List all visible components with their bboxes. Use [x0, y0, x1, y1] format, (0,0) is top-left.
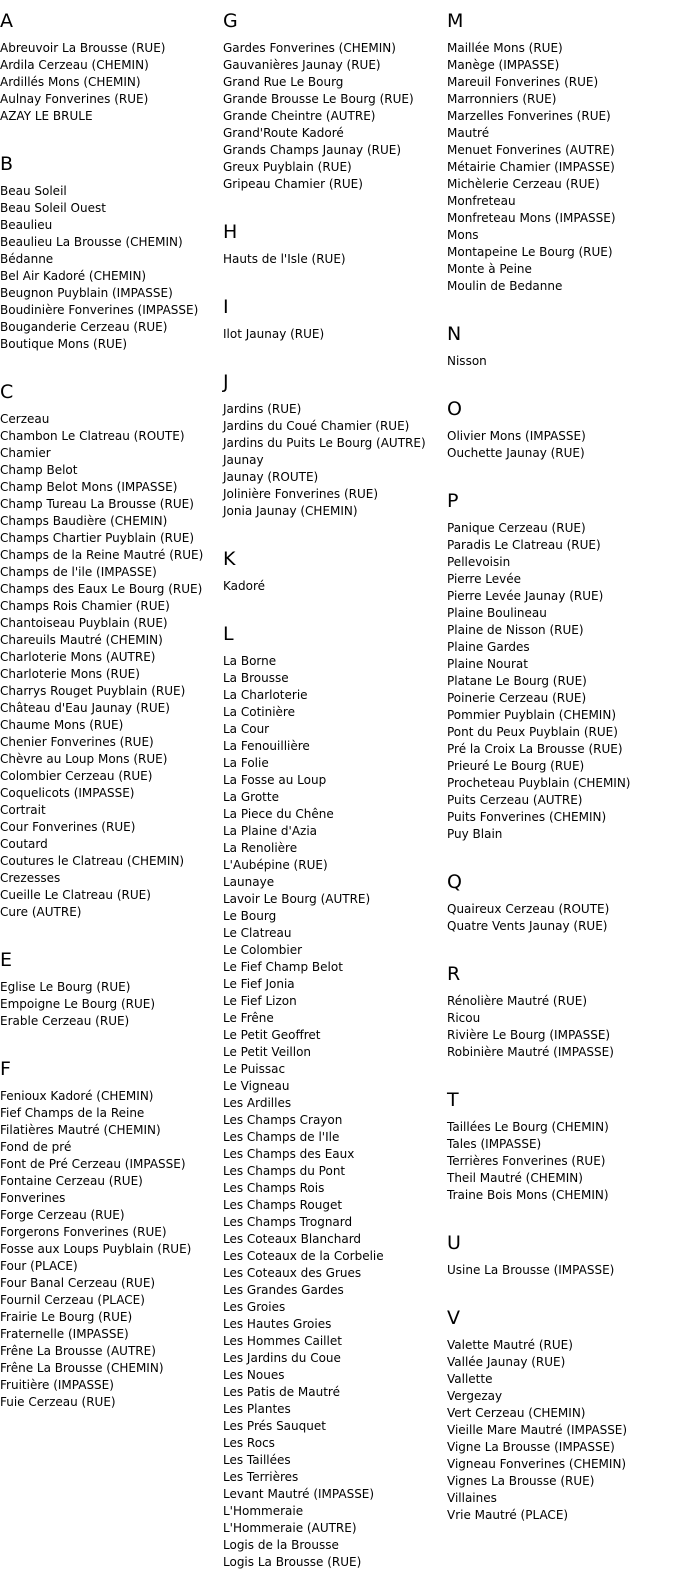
street-list — [223, 251, 438, 268]
street-list — [447, 993, 662, 1061]
street-name: La Grotte — [223, 790, 279, 804]
street-list — [447, 901, 662, 935]
section-spacer — [447, 1204, 662, 1221]
street-name: Levant Mautré (IMPASSE) — [223, 1487, 375, 1501]
street-name: La Cotinière — [223, 705, 295, 719]
street-name: Chèvre au Loup Mons (RUE) — [0, 752, 168, 766]
street-name: Traine Bois Mons (CHEMIN) — [447, 1188, 609, 1202]
street-name: Vigneau Fonverines (CHEMIN) — [447, 1457, 627, 1471]
section-spacer — [447, 935, 662, 952]
letter-section — [447, 490, 662, 860]
street-name: Fruitière (IMPASSE) — [0, 1378, 114, 1392]
street-list — [223, 40, 438, 193]
street-name: La Charloterie — [223, 688, 308, 702]
street-name: Nisson — [447, 354, 487, 368]
street-name: Grands Champs Jaunay (RUE) — [223, 143, 402, 157]
street-name: Platane Le Bourg (RUE) — [447, 674, 587, 688]
street-name: Montapeine Le Bourg (RUE) — [447, 245, 613, 259]
section-spacer — [447, 295, 662, 312]
section-letter-heading: B — [0, 153, 14, 175]
street-name: Vrie Mautré (PLACE) — [447, 1508, 569, 1522]
street-name: L'Hommeraie — [223, 1504, 304, 1518]
street-name: Boudinière Fonverines (IMPASSE) — [0, 303, 199, 317]
street-name: Robinière Mautré (IMPASSE) — [447, 1045, 614, 1059]
letter-section — [0, 949, 215, 1047]
street-name: Les Coteaux Blanchard — [223, 1232, 362, 1246]
street-name: Gauvanières Jaunay (RUE) — [223, 58, 381, 72]
street-name: Fond de pré — [0, 1140, 72, 1154]
street-name: Plaine Boulineau — [447, 606, 547, 620]
street-name: Manège (IMPASSE) — [447, 58, 560, 72]
section-letter-heading: M — [447, 10, 464, 32]
section-letter-heading: H — [223, 221, 238, 243]
street-name: La Plaine d'Azia — [223, 824, 318, 838]
street-name: Ilot Jaunay (RUE) — [223, 327, 325, 341]
street-name: La Piece du Chêne — [223, 807, 334, 821]
letter-section — [447, 323, 662, 387]
street-name: Menuet Fonverines (AUTRE) — [447, 143, 615, 157]
street-name: Grande Brousse Le Bourg (RUE) — [223, 92, 414, 106]
street-name: Beugnon Puyblain (IMPASSE) — [0, 286, 173, 300]
section-letter-heading: L — [223, 623, 234, 645]
street-name: Les Taillées — [223, 1453, 291, 1467]
street-name: Procheteau Puyblain (CHEMIN) — [447, 776, 631, 790]
street-name: Chenier Fonverines (RUE) — [0, 735, 154, 749]
street-list — [223, 653, 438, 1571]
street-name: Mons — [447, 228, 479, 242]
letter-section — [0, 153, 215, 370]
street-name: Chantoiseau Puyblain (RUE) — [0, 616, 168, 630]
street-name: La Renolière — [223, 841, 298, 855]
street-name: Fenioux Kadoré (CHEMIN) — [0, 1089, 154, 1103]
street-name: Grand'Route Kadoré — [223, 126, 344, 140]
street-name: Les Patis de Mautré — [223, 1385, 340, 1399]
street-name: Pellevoisin — [447, 555, 511, 569]
street-name: Jolinière Fonverines (RUE) — [223, 487, 379, 501]
section-letter-heading: G — [223, 10, 238, 32]
street-name: Aulnay Fonverines (RUE) — [0, 92, 149, 106]
street-name: Le Bourg — [223, 909, 277, 923]
section-letter-heading: C — [0, 381, 14, 403]
street-name: Michèlerie Cerzeau (RUE) — [447, 177, 600, 191]
street-name: Pont du Peux Puyblain (RUE) — [447, 725, 618, 739]
section-letter-heading: P — [447, 490, 459, 512]
street-name: Launaye — [223, 875, 275, 889]
street-name: Champs de la Reine Mautré (RUE) — [0, 548, 204, 562]
street-name: Puy Blain — [447, 827, 503, 841]
street-name: Monte à Peine — [447, 262, 532, 276]
street-name: Vergezay — [447, 1389, 503, 1403]
letter-section — [223, 623, 438, 1588]
street-name: Chambon Le Clatreau (ROUTE) — [0, 429, 185, 443]
street-name: Fontaine Cerzeau (RUE) — [0, 1174, 143, 1188]
street-name: Champ Belot — [0, 463, 78, 477]
section-letter-heading: R — [447, 963, 461, 985]
section-spacer — [0, 1030, 215, 1047]
street-name: La Folie — [223, 756, 269, 770]
street-name: Quaireux Cerzeau (ROUTE) — [447, 902, 610, 916]
street-name: Beau Soleil — [0, 184, 67, 198]
street-list — [223, 326, 438, 343]
letter-section — [223, 221, 438, 285]
section-spacer — [0, 921, 215, 938]
street-list — [223, 401, 438, 520]
street-name: Les Groies — [223, 1300, 286, 1314]
street-name: L'Aubépine (RUE) — [223, 858, 328, 872]
street-name: Logis La Brousse (RUE) — [223, 1555, 362, 1569]
section-letter-heading: F — [0, 1058, 11, 1080]
street-name: Le Fief Lizon — [223, 994, 297, 1008]
street-name: Chaume Mons (RUE) — [0, 718, 124, 732]
street-name: Pierre Levée — [447, 572, 522, 586]
street-name: Les Noues — [223, 1368, 285, 1382]
section-spacer — [223, 343, 438, 360]
street-list — [447, 1337, 662, 1524]
street-name: Hauts de l'Isle (RUE) — [223, 252, 346, 266]
street-name: Fosse aux Loups Puyblain (RUE) — [0, 1242, 192, 1256]
section-letter-heading: A — [0, 10, 13, 32]
letter-section — [447, 1307, 662, 1541]
street-name: Champs Baudière (CHEMIN) — [0, 514, 168, 528]
street-name: Poinerie Cerzeau (RUE) — [447, 691, 587, 705]
street-name: Rénolière Mautré (RUE) — [447, 994, 587, 1008]
street-name: Les Coteaux des Grues — [223, 1266, 362, 1280]
street-name: Pommier Puyblain (CHEMIN) — [447, 708, 617, 722]
street-name: Le Petit Veillon — [223, 1045, 312, 1059]
street-name: Forgerons Fonverines (RUE) — [0, 1225, 167, 1239]
street-name: Les Grandes Gardes — [223, 1283, 344, 1297]
letter-section — [447, 1232, 662, 1296]
section-letter-heading: V — [447, 1307, 460, 1329]
street-name: Le Frêne — [223, 1011, 274, 1025]
street-name: Frêne La Brousse (CHEMIN) — [0, 1361, 164, 1375]
street-name: Vallette — [447, 1372, 493, 1386]
street-name: Les Terrières — [223, 1470, 299, 1484]
street-name: Les Jardins du Coue — [223, 1351, 341, 1365]
street-name: Charrys Rouget Puyblain (RUE) — [0, 684, 186, 698]
letter-section — [223, 296, 438, 360]
street-name: Jaunay — [223, 453, 264, 467]
street-name: Lavoir Le Bourg (AUTRE) — [223, 892, 371, 906]
section-letter-heading: K — [223, 548, 236, 570]
section-spacer — [223, 520, 438, 537]
street-list — [447, 1119, 662, 1204]
street-name: Eglise Le Bourg (RUE) — [0, 980, 131, 994]
street-name: Champ Tureau La Brousse (RUE) — [0, 497, 194, 511]
letter-section — [447, 398, 662, 479]
street-name: Pré la Croix La Brousse (RUE) — [447, 742, 623, 756]
street-name: Grand Rue Le Bourg — [223, 75, 344, 89]
street-name: Taillées Le Bourg (CHEMIN) — [447, 1120, 609, 1134]
letter-section — [0, 10, 215, 142]
street-name: Bédanne — [0, 252, 54, 266]
street-name: Greux Puyblain (RUE) — [223, 160, 352, 174]
section-spacer — [447, 370, 662, 387]
street-name: Jardins du Puits Le Bourg (AUTRE) — [223, 436, 426, 450]
street-name: Maillée Mons (RUE) — [447, 41, 563, 55]
street-name: Puits Fonverines (CHEMIN) — [447, 810, 607, 824]
street-name: Chamier — [0, 446, 51, 460]
street-name: Les Ardilles — [223, 1096, 292, 1110]
street-name: Colombier Cerzeau (RUE) — [0, 769, 153, 783]
street-name: Ouchette Jaunay (RUE) — [447, 446, 585, 460]
street-name: Les Champs des Eaux — [223, 1147, 355, 1161]
street-name: Les Champs Trognard — [223, 1215, 353, 1229]
street-name: Les Prés Sauquet — [223, 1419, 326, 1433]
street-name: Vieille Mare Mautré (IMPASSE) — [447, 1423, 628, 1437]
street-name: La Fenouillière — [223, 739, 310, 753]
letter-section — [0, 381, 215, 938]
street-name: Gardes Fonverines (CHEMIN) — [223, 41, 396, 55]
section-letter-heading: Q — [447, 871, 462, 893]
street-name: Valette Mautré (RUE) — [447, 1338, 573, 1352]
street-name: Coutard — [0, 837, 48, 851]
street-name: Quatre Vents Jaunay (RUE) — [447, 919, 608, 933]
street-name: Les Plantes — [223, 1402, 291, 1416]
street-name: Empoigne Le Bourg (RUE) — [0, 997, 156, 1011]
street-name: Jaunay (ROUTE) — [223, 470, 319, 484]
street-name: Puits Cerzeau (AUTRE) — [447, 793, 583, 807]
letter-section — [447, 1089, 662, 1221]
street-name: Château d'Eau Jaunay (RUE) — [0, 701, 170, 715]
street-name: Erable Cerzeau (RUE) — [0, 1014, 130, 1028]
street-name: Mareuil Fonverines (RUE) — [447, 75, 599, 89]
street-name: Beaulieu La Brousse (CHEMIN) — [0, 235, 183, 249]
street-name: Le Puissac — [223, 1062, 286, 1076]
section-letter-heading: O — [447, 398, 462, 420]
street-list — [0, 979, 215, 1030]
street-name: Ardila Cerzeau (CHEMIN) — [0, 58, 149, 72]
letter-section — [223, 548, 438, 612]
letter-section — [447, 963, 662, 1078]
street-name: Le Petit Geoffret — [223, 1028, 321, 1042]
street-name: Champ Belot Mons (IMPASSE) — [0, 480, 178, 494]
street-name: Plaine Gardes — [447, 640, 530, 654]
street-name: Charloterie Mons (AUTRE) — [0, 650, 156, 664]
street-name: Fraternelle (IMPASSE) — [0, 1327, 129, 1341]
street-name: Fonverines — [0, 1191, 66, 1205]
street-name: Jonia Jaunay (CHEMIN) — [223, 504, 358, 518]
street-name: Les Rocs — [223, 1436, 275, 1450]
section-spacer — [447, 843, 662, 860]
street-list — [447, 1262, 662, 1279]
street-name: Vignes La Brousse (RUE) — [447, 1474, 595, 1488]
street-name: Les Champs du Pont — [223, 1164, 346, 1178]
section-spacer — [447, 1524, 662, 1541]
street-name: Theil Mautré (CHEMIN) — [447, 1171, 583, 1185]
street-name: Gripeau Chamier (RUE) — [223, 177, 363, 191]
street-list — [447, 353, 662, 370]
street-name: Vallée Jaunay (RUE) — [447, 1355, 566, 1369]
section-letter-heading: U — [447, 1232, 461, 1254]
section-spacer — [223, 268, 438, 285]
street-name: Le Vigneau — [223, 1079, 290, 1093]
street-name: Le Clatreau — [223, 926, 292, 940]
street-name: Ardillés Mons (CHEMIN) — [0, 75, 141, 89]
street-name: Les Champs Rois — [223, 1181, 325, 1195]
street-list — [447, 520, 662, 843]
street-name: Fief Champs de la Reine — [0, 1106, 145, 1120]
street-name: Crezesses — [0, 871, 61, 885]
section-letter-heading: T — [447, 1089, 459, 1111]
section-spacer — [447, 1279, 662, 1296]
section-spacer — [0, 125, 215, 142]
street-name: Abreuvoir La Brousse (RUE) — [0, 41, 166, 55]
street-name: Font de Pré Cerzeau (IMPASSE) — [0, 1157, 186, 1171]
street-name: La Cour — [223, 722, 270, 736]
letter-section — [447, 871, 662, 952]
street-list — [0, 1088, 215, 1411]
street-name: La Fosse au Loup — [223, 773, 327, 787]
index-column-2 — [223, 0, 438, 1588]
street-name: Bouganderie Cerzeau (RUE) — [0, 320, 168, 334]
section-spacer — [223, 595, 438, 612]
street-name: Bel Air Kadoré (CHEMIN) — [0, 269, 147, 283]
street-name: Moulin de Bedanne — [447, 279, 563, 293]
street-name: Filatières Mautré (CHEMIN) — [0, 1123, 161, 1137]
street-name: Le Colombier — [223, 943, 303, 957]
street-name: Mautré — [447, 126, 490, 140]
street-name: Monfreteau Mons (IMPASSE) — [447, 211, 616, 225]
street-name: Beau Soleil Ouest — [0, 201, 106, 215]
street-name: Champs de l'ile (IMPASSE) — [0, 565, 157, 579]
street-name: Logis de la Brousse — [223, 1538, 339, 1552]
street-name: Charloterie Mons (RUE) — [0, 667, 140, 681]
street-name: Jardins du Coué Chamier (RUE) — [223, 419, 410, 433]
street-name: Cour Fonverines (RUE) — [0, 820, 136, 834]
street-name: Cueille Le Clatreau (RUE) — [0, 888, 151, 902]
street-name: Cure (AUTRE) — [0, 905, 82, 919]
street-name: AZAY LE BRULE — [0, 109, 93, 123]
index-column-1 — [0, 0, 215, 1428]
street-name: Kadoré — [223, 579, 266, 593]
street-name: Coquelicots (IMPASSE) — [0, 786, 135, 800]
street-name: Vert Cerzeau (CHEMIN) — [447, 1406, 586, 1420]
street-name: Les Hautes Groies — [223, 1317, 332, 1331]
street-name: Le Fief Champ Belot — [223, 960, 343, 974]
street-name: Forge Cerzeau (RUE) — [0, 1208, 125, 1222]
section-spacer — [0, 353, 215, 370]
street-name: Panique Cerzeau (RUE) — [447, 521, 586, 535]
street-name: Frairie Le Bourg (RUE) — [0, 1310, 133, 1324]
street-name: Champs des Eaux Le Bourg (RUE) — [0, 582, 203, 596]
street-name: Pierre Levée Jaunay (RUE) — [447, 589, 604, 603]
street-name: Marronniers (RUE) — [447, 92, 557, 106]
street-name: Jardins (RUE) — [223, 402, 302, 416]
street-name: Beaulieu — [0, 218, 53, 232]
street-name: Frêne La Brousse (AUTRE) — [0, 1344, 156, 1358]
street-list — [0, 183, 215, 353]
street-name: Fournil Cerzeau (PLACE) — [0, 1293, 145, 1307]
section-spacer — [447, 1061, 662, 1078]
street-name: L'Hommeraie (AUTRE) — [223, 1521, 357, 1535]
street-name: Monfreteau — [447, 194, 516, 208]
street-list — [447, 40, 662, 295]
street-name: Four Banal Cerzeau (RUE) — [0, 1276, 156, 1290]
letter-section — [223, 10, 438, 210]
street-name: Olivier Mons (IMPASSE) — [447, 429, 586, 443]
section-spacer — [223, 193, 438, 210]
index-column-3 — [447, 0, 662, 1541]
street-list — [0, 411, 215, 921]
street-name: Les Hommes Caillet — [223, 1334, 342, 1348]
street-name: Usine La Brousse (IMPASSE) — [447, 1263, 615, 1277]
street-name: Métairie Chamier (IMPASSE) — [447, 160, 615, 174]
street-name: Champs Chartier Puyblain (RUE) — [0, 531, 195, 545]
street-name: Terrières Fonverines (RUE) — [447, 1154, 606, 1168]
street-name: Plaine Nourat — [447, 657, 528, 671]
street-name: Vigne La Brousse (IMPASSE) — [447, 1440, 615, 1454]
street-name: Tales (IMPASSE) — [447, 1137, 542, 1151]
street-name: Villaines — [447, 1491, 497, 1505]
street-name: La Borne — [223, 654, 277, 668]
street-name: Le Fief Jonia — [223, 977, 295, 991]
street-name: La Brousse — [223, 671, 289, 685]
street-name: Cerzeau — [0, 412, 50, 426]
street-name: Cortrait — [0, 803, 46, 817]
street-name: Plaine de Nisson (RUE) — [447, 623, 584, 637]
street-name: Prieuré Le Bourg (RUE) — [447, 759, 585, 773]
section-letter-heading: E — [0, 949, 13, 971]
street-name: Les Coteaux de la Corbelie — [223, 1249, 384, 1263]
street-name: Fuie Cerzeau (RUE) — [0, 1395, 116, 1409]
street-name: Les Champs de l'Ile — [223, 1130, 340, 1144]
street-name: Grande Cheintre (AUTRE) — [223, 109, 376, 123]
street-name: Les Champs Crayon — [223, 1113, 343, 1127]
street-name: Paradis Le Clatreau (RUE) — [447, 538, 601, 552]
street-name: Coutures le Clatreau (CHEMIN) — [0, 854, 185, 868]
street-name: Boutique Mons (RUE) — [0, 337, 128, 351]
section-spacer — [223, 1571, 438, 1588]
section-spacer — [447, 462, 662, 479]
section-letter-heading: J — [223, 371, 229, 393]
letter-section — [0, 1058, 215, 1428]
street-name: Les Champs Rouget — [223, 1198, 343, 1212]
street-list — [0, 40, 215, 125]
street-name: Marzelles Fonverines (RUE) — [447, 109, 611, 123]
street-name: Rivière Le Bourg (IMPASSE) — [447, 1028, 611, 1042]
section-letter-heading: N — [447, 323, 462, 345]
street-list — [447, 428, 662, 462]
street-name: Ricou — [447, 1011, 481, 1025]
letter-section — [447, 10, 662, 312]
street-name: Four (PLACE) — [0, 1259, 78, 1273]
street-name: Champs Rois Chamier (RUE) — [0, 599, 170, 613]
street-name: Chareuils Mautré (CHEMIN) — [0, 633, 163, 647]
section-letter-heading: I — [223, 296, 229, 318]
letter-section — [223, 371, 438, 537]
street-list — [223, 578, 438, 595]
section-spacer — [0, 1411, 215, 1428]
